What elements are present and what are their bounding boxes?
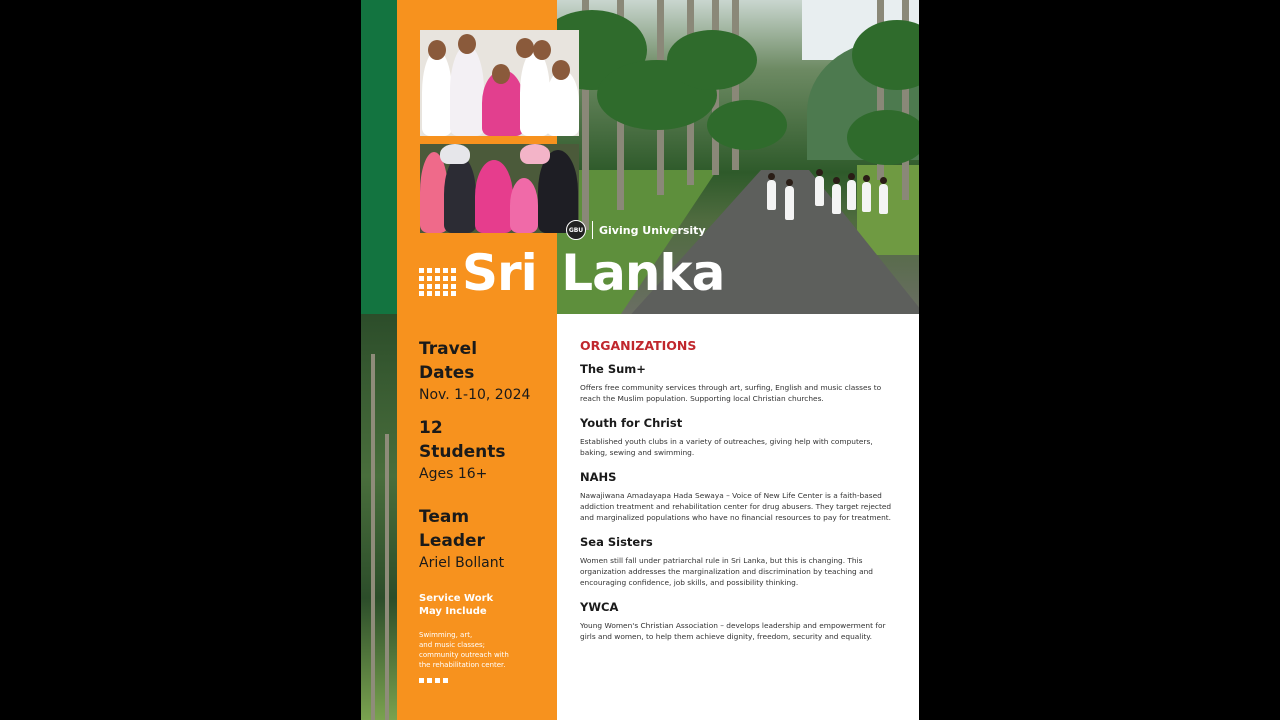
org-name: YWCA (580, 600, 619, 614)
dot-grid-icon (419, 268, 457, 296)
org-description: Women still fall under patriarchal rule in Sri Lanka, but this is changing. This organization addresses the marginalization and discrimination by teaching and encouraging confidence, job skills, and possibility thinking. (580, 556, 873, 587)
brand-lockup (566, 220, 706, 240)
service-work-body: Swimming, art, and music classes; community outreach with the rehabilitation center. (419, 631, 509, 669)
org-description: Established youth clubs in a variety of outreaches, giving help with computers, baking, sewing and swimming. (580, 437, 873, 457)
team-leader-name: Ariel Bollant (419, 555, 505, 571)
flyer-page (361, 0, 919, 720)
org-description: Offers free community services through art, surfing, English and music classes to reach the Muslim population. Supporting local Christian churches. (580, 383, 882, 403)
service-work-heading: Service Work May Include (419, 593, 494, 617)
palm-trees-strip (361, 314, 397, 720)
title-word-sri: Sri (462, 244, 537, 302)
green-stripe (361, 0, 397, 314)
brand-name: Giving University (599, 223, 706, 237)
title-word-lanka: Lanka (561, 244, 725, 302)
students-ages: Ages 16+ (419, 466, 488, 482)
org-name: Sea Sisters (580, 535, 653, 549)
org-description: Nawajiwana Amadayapa Hada Sewaya – Voice of New Life Center is a faith-based addiction treatment and rehabilitation center for drug abusers. They target rejected and marginalized populations who have no financial resources to pay for treatment. (580, 491, 892, 522)
photo-schoolchildren (420, 30, 579, 136)
team-leader-block: Team Leader Ariel Bollant (419, 507, 505, 571)
gbu-logo-icon: GBU (566, 220, 586, 240)
photo-girls-in-hijabs (420, 144, 579, 233)
page-title (462, 244, 724, 302)
travel-dates-block: Travel Dates Nov. 1-10, 2024 (419, 339, 531, 403)
students-block: 12 Students Ages 16+ (419, 418, 506, 482)
org-name: Youth for Christ (580, 416, 683, 430)
org-description: Young Women's Christian Association – develops leadership and empowerment for girls and women, to help them achieve dignity, freedom, security and equality. (580, 621, 886, 641)
org-name: NAHS (580, 470, 617, 484)
organizations-heading: ORGANIZATIONS (580, 338, 697, 353)
decorative-squares-icon (419, 678, 448, 683)
organizations-section (580, 338, 895, 654)
travel-dates-value: Nov. 1-10, 2024 (419, 387, 531, 403)
org-name: The Sum+ (580, 362, 646, 376)
